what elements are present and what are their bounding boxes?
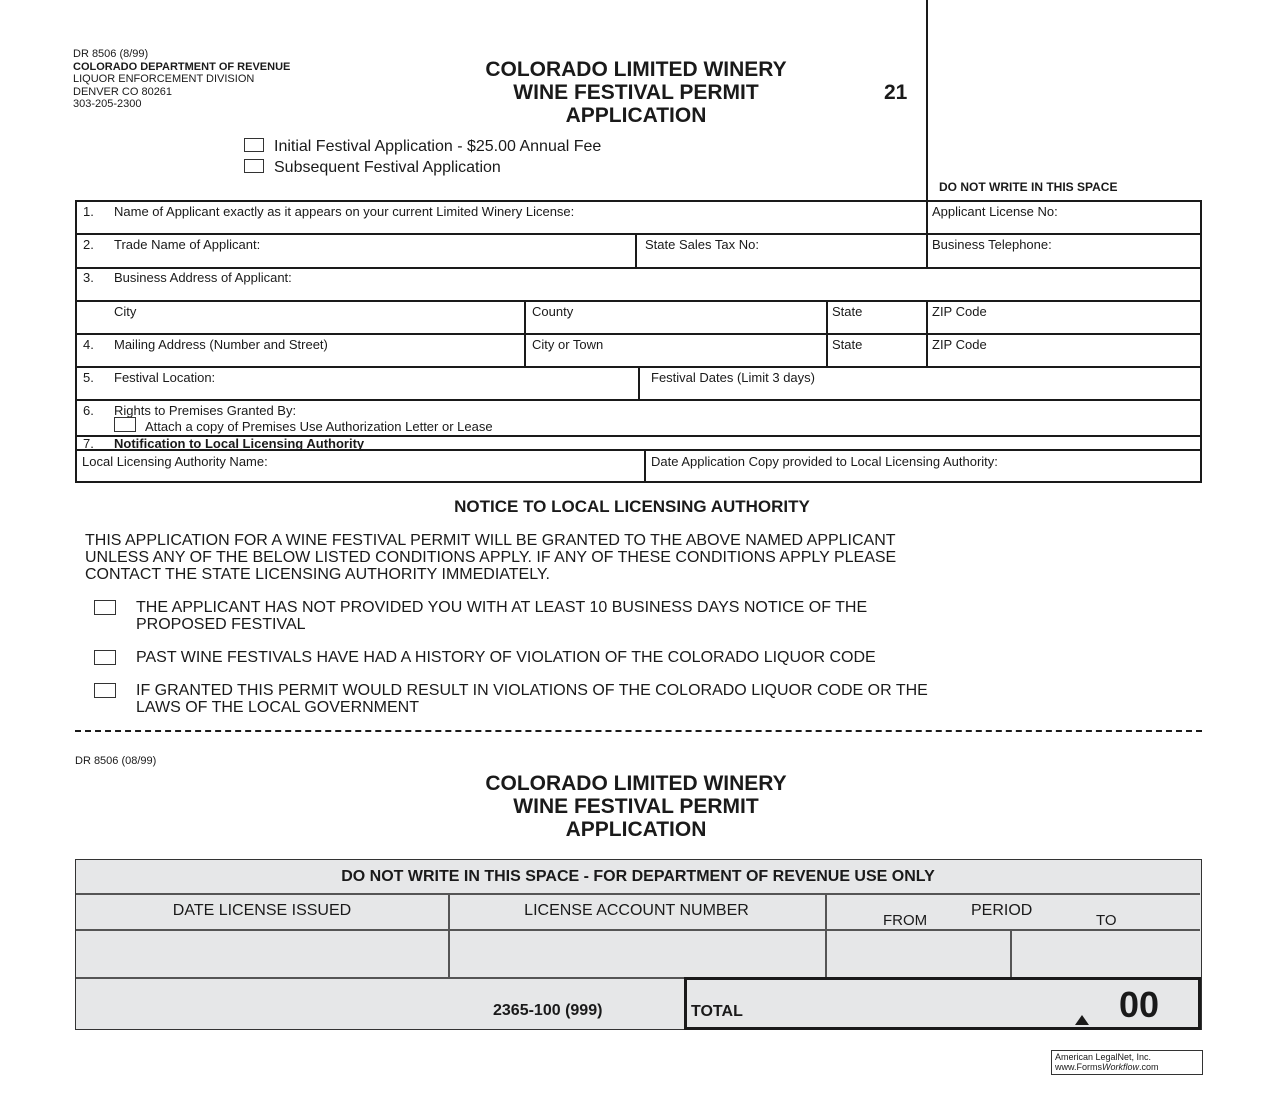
application-form xyxy=(75,200,1202,483)
notice-para-line3: CONTACT THE STATE LICENSING AUTHORITY IMMEDIATELY. xyxy=(85,566,550,583)
publisher-stamp xyxy=(1051,1050,1203,1075)
field-trade-name[interactable]: Trade Name of Applicant: xyxy=(114,237,261,252)
premises-attach-label: Attach a copy of Premises Use Authorization Letter or Lease xyxy=(145,419,493,434)
stub-title-line3: APPLICATION xyxy=(565,818,707,841)
field-festival-location[interactable]: Festival Location: xyxy=(114,370,216,385)
decimal-pointer-icon xyxy=(1075,1015,1089,1025)
field-notification-heading: Notification to Local Licensing Authority xyxy=(114,436,365,451)
field-festival-dates[interactable]: Festival Dates (Limit 3 days) xyxy=(651,370,815,385)
division-name: LIQUOR ENFORCEMENT DIVISION xyxy=(73,73,255,85)
field-4-number: 4. xyxy=(83,337,94,352)
form-title-line1: COLORADO LIMITED WINERY xyxy=(485,58,787,81)
checkbox-condition-2[interactable] xyxy=(94,650,116,665)
field-city[interactable]: City xyxy=(114,304,137,319)
total-cents: 00 xyxy=(1119,984,1160,1025)
publisher-url-part3: .com xyxy=(1139,1062,1159,1072)
revenue-code: 2365-100 (999) xyxy=(493,1002,603,1019)
license-account-number: LICENSE ACCOUNT NUMBER xyxy=(524,902,749,919)
field-city-town[interactable]: City or Town xyxy=(532,337,604,352)
field-mailing-zip[interactable]: ZIP Code xyxy=(932,337,987,352)
notice-paragraph xyxy=(85,532,896,583)
field-state[interactable]: State xyxy=(832,304,863,319)
field-county[interactable]: County xyxy=(532,304,574,319)
agency-city: DENVER CO 80261 xyxy=(73,85,173,98)
form-code: DR 8506 (8/99) xyxy=(73,48,149,60)
field-2-number: 2. xyxy=(83,237,94,252)
header-divider xyxy=(926,0,928,200)
field-mailing-state[interactable]: State xyxy=(832,337,863,352)
form-title xyxy=(485,58,786,127)
form-number: 21 xyxy=(884,81,908,104)
dor-header: DO NOT WRITE IN THIS SPACE - FOR DEPARTMENT OF REVENUE USE ONLY xyxy=(341,868,935,885)
condition-2 xyxy=(136,649,876,666)
publisher-url-part2: Workflow xyxy=(1102,1062,1140,1072)
stub-title-line1: COLORADO LIMITED WINERY xyxy=(485,772,787,795)
stub-title-line2: WINE FESTIVAL PERMIT xyxy=(513,795,759,818)
period-to: TO xyxy=(1096,912,1117,929)
stub-title xyxy=(485,772,786,841)
agency-header xyxy=(73,48,290,111)
form-title-line2: WINE FESTIVAL PERMIT xyxy=(513,81,759,104)
form-title-line3: APPLICATION xyxy=(565,104,707,127)
checkbox-condition-3[interactable] xyxy=(94,683,116,698)
option-subsequent-label: Subsequent Festival Application xyxy=(274,159,501,176)
field-zip[interactable]: ZIP Code xyxy=(932,304,987,319)
total-label: TOTAL xyxy=(691,1003,743,1020)
checkbox-subsequent[interactable] xyxy=(244,159,264,173)
publisher-name: American LegalNet, Inc. xyxy=(1055,1052,1152,1062)
publisher-url-part1: www.Forms xyxy=(1055,1062,1102,1072)
condition-1 xyxy=(136,599,867,633)
date-license-issued: DATE LICENSE ISSUED xyxy=(172,902,352,919)
field-premises-rights[interactable]: Rights to Premises Granted By: xyxy=(114,403,297,418)
condition-3-line2: LAWS OF THE LOCAL GOVERNMENT xyxy=(136,699,420,716)
field-date-copy-provided[interactable]: Date Application Copy provided to Local Licensing Authority: xyxy=(651,454,998,469)
condition-3 xyxy=(136,682,928,716)
total-box xyxy=(684,977,1201,1030)
publisher-url xyxy=(1055,1062,1199,1072)
notice-title: NOTICE TO LOCAL LICENSING AUTHORITY xyxy=(454,497,810,516)
do-not-write-label: DO NOT WRITE IN THIS SPACE xyxy=(939,180,1118,194)
option-subsequent[interactable] xyxy=(244,159,501,177)
field-sales-tax-no[interactable]: State Sales Tax No: xyxy=(645,237,759,252)
condition-1-line2: PROPOSED FESTIVAL xyxy=(136,616,306,633)
field-mailing-address[interactable]: Mailing Address (Number and Street) xyxy=(114,337,328,352)
option-initial[interactable] xyxy=(244,138,601,156)
cut-line xyxy=(75,730,1202,732)
field-6-number: 6. xyxy=(83,403,94,418)
period-label: PERIOD xyxy=(971,902,1033,919)
period-from: FROM xyxy=(883,912,928,929)
stub-form-code: DR 8506 (08/99) xyxy=(75,755,157,767)
condition-1-line1: THE APPLICANT HAS NOT PROVIDED YOU WITH AT LEAST 10 BUSINESS DAYS NOTICE OF THE xyxy=(136,599,868,616)
notice-para-line2: UNLESS ANY OF THE BELOW LISTED CONDITIONS APPLY. IF ANY OF THESE CONDITIONS APPLY PLEASE xyxy=(85,549,897,566)
field-1-number: 1. xyxy=(83,204,94,219)
agency-phone: 303-205-2300 xyxy=(73,98,142,110)
checkbox-condition-1[interactable] xyxy=(94,600,116,615)
department-name: COLORADO DEPARTMENT OF REVENUE xyxy=(73,60,291,73)
notice-para-line1: THIS APPLICATION FOR A WINE FESTIVAL PERMIT WILL BE GRANTED TO THE ABOVE NAMED APPLICANT xyxy=(85,532,896,549)
condition-3-line1: IF GRANTED THIS PERMIT WOULD RESULT IN VIOLATIONS OF THE COLORADO LIQUOR CODE OR THE xyxy=(136,682,928,699)
condition-2-text: PAST WINE FESTIVALS HAVE HAD A HISTORY OF VIOLATION OF THE COLORADO LIQUOR CODE xyxy=(136,649,876,666)
field-3-number: 3. xyxy=(83,270,94,285)
field-5-number: 5. xyxy=(83,370,94,385)
field-business-address[interactable]: Business Address of Applicant: xyxy=(114,270,292,285)
checkbox-premises-attach[interactable] xyxy=(114,417,136,432)
field-business-telephone[interactable]: Business Telephone: xyxy=(932,237,1052,252)
field-7-number: 7. xyxy=(83,436,94,451)
field-license-no: Applicant License No: xyxy=(932,204,1058,219)
checkbox-initial[interactable] xyxy=(244,138,264,152)
field-local-authority-name[interactable]: Local Licensing Authority Name: xyxy=(82,454,268,469)
field-applicant-name[interactable]: Name of Applicant exactly as it appears on your current Limited Winery License: xyxy=(114,204,575,219)
option-initial-label: Initial Festival Application - $25.00 Annual Fee xyxy=(274,138,602,155)
